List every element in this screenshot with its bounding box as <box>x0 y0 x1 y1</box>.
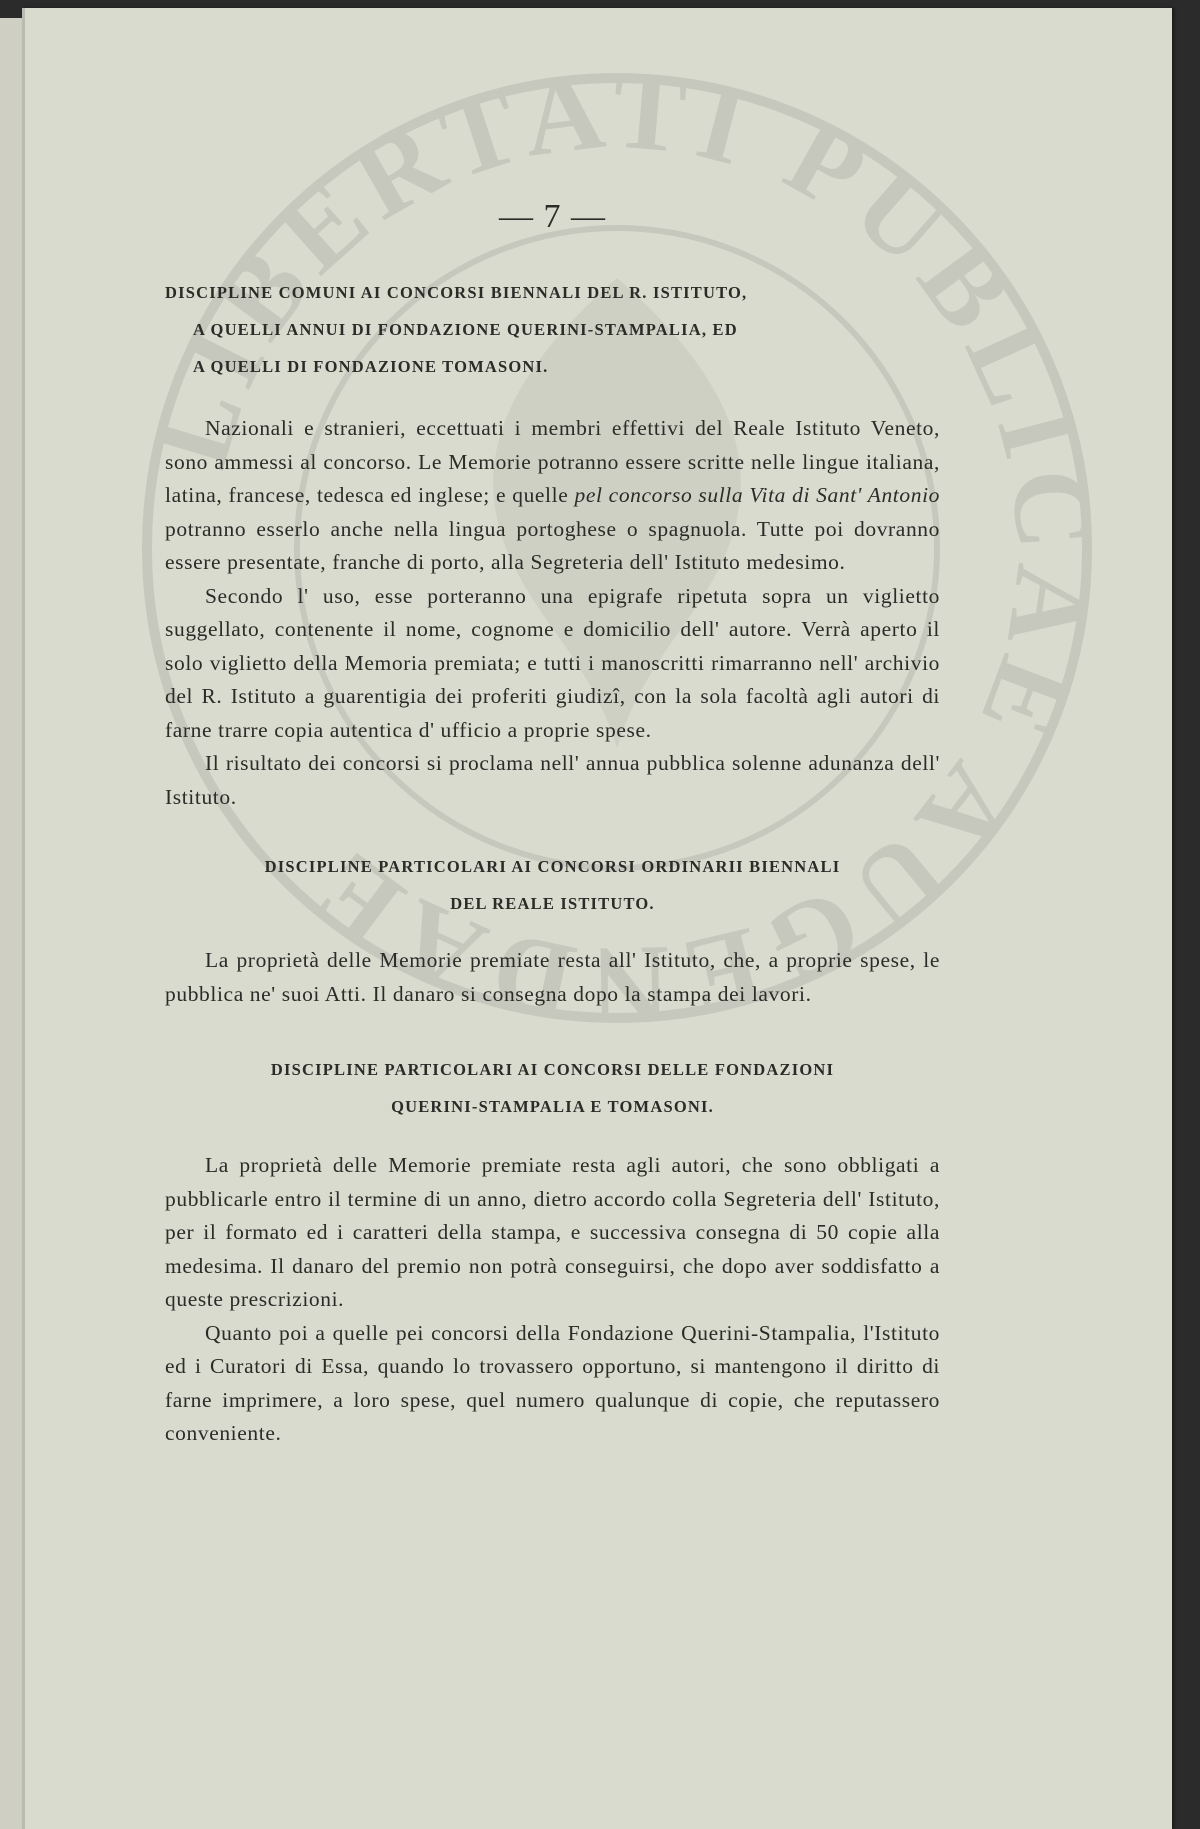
section-heading-common <box>165 274 940 385</box>
heading-line: DISCIPLINE PARTICOLARI AI CONCORSI ORDINARII BIENNALI <box>264 857 841 876</box>
heading-line: DISCIPLINE PARTICOLARI AI CONCORSI DELLE FONDAZIONI <box>270 1060 835 1079</box>
heading-line: QUERINI-STAMPALIA E TOMASONI. <box>391 1097 714 1116</box>
heading-line: A QUELLI ANNUI DI FONDAZIONE QUERINI-STAMPALIA, ED <box>193 320 738 339</box>
paragraph: La proprietà delle Memorie premiate resta agli autori, che sono obbligati a pubblicarle entro il termine di un anno, dietro accordo colla Segreteria dell' Istituto, per il formato ed i caratteri della stampa, e successiva consegna di 50 copie alla medesima. Il danaro del premio non potrà conseguirsi, che dopo aver soddisfatto a queste prescrizioni. <box>165 1153 940 1311</box>
italic-phrase: pel concorso sulla Vita di Sant' Antonio <box>574 483 940 507</box>
paragraph-text: potranno esserlo anche nella lingua portoghese o spagnuola. Tutte poi dovranno essere presentate, franche di porto, alla Segreteria dell' Istituto medesimo. <box>165 516 940 574</box>
heading-line: DISCIPLINE COMUNI AI CONCORSI BIENNALI DEL R. ISTITUTO, <box>165 283 748 302</box>
page-left-edge <box>22 8 25 1829</box>
paragraph: Secondo l' uso, esse porteranno una epigrafe ripetuta sopra un viglietto suggellato, contenente il nome, cognome e domicilio dell' autore. Verrà aperto il solo viglietto della Memoria premiata; e tutti i manoscritti rimarranno nell' archivio del R. Istituto a guarentigia dei proferiti giudizî, con la sola facoltà agli autori di farne trarre copia autentica d' ufficio a proprie spese. <box>165 583 940 742</box>
paragraph-text: Nazionali e stranieri, eccettuati i membri effettivi del Reale Istituto Veneto, sono ammessi al concorso. Le Memorie potranno essere scritte nelle lingue italiana, latina, francese, tedesca ed inglese; e quelle <box>165 416 940 507</box>
paragraph: La proprietà delle Memorie premiate resta all' Istituto, che, a proprie spese, le pubblica ne' suoi Atti. Il danaro si consegna dopo la stampa dei lavori. <box>165 948 940 1006</box>
watermark-text: LIBERTATI PUBLICAE AUGENDAE <box>128 48 1117 1047</box>
page-content <box>165 198 940 1451</box>
section-heading-ordinary <box>165 848 940 922</box>
paragraph: Il risultato dei concorsi si proclama nell' annua pubblica solenne adunanza dell' Istituto. <box>165 751 940 809</box>
page-number: — 7 — <box>499 198 606 235</box>
section-heading-foundations <box>165 1051 940 1125</box>
paragraph: Quanto poi a quelle pei concorsi della Fondazione Querini-Stampalia, l'Istituto ed i Curatori di Essa, quando lo trovassero opportuno, si mantengono il diritto di farne imprimere, a loro spese, quel numero qualunque di copie, che reputassero conveniente. <box>165 1320 940 1445</box>
paragraph <box>165 412 940 580</box>
underlying-page-edge <box>0 18 24 1829</box>
heading-line: A QUELLI DI FONDAZIONE TOMASONI. <box>193 357 549 376</box>
document-page <box>22 8 1172 1829</box>
heading-line: DEL REALE ISTITUTO. <box>450 894 655 913</box>
